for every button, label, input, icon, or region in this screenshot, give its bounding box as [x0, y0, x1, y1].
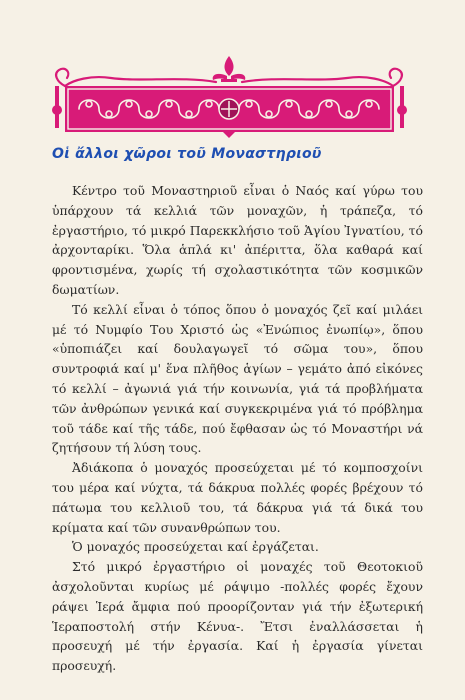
paragraph: Κέντρο τοῦ Μοναστηριοῦ εἶναι ὁ Ναός καί γύρω του ὑπάρχουν τά κελλιά τῶν μοναχῶν, ἡ τράπεζα, τό ἐργαστήριο, τό μικρό Παρεκκλήσιο τοῦ Ἁγίου Ἰγνατίου, τό ἀρχονταρίκι. Ὅλα ἁπλά κι' ἀπέριττα, ὅλα καθαρά καί φροντισμένα, χωρίς τή σχολαστικότητα τῶν κοσμικῶν δωματίων.: [52, 183, 423, 297]
paragraph: Στό μικρό ἐργαστήριο οἱ μοναχές τοῦ Θεοτοκιοῦ ἀσχολοῦνται κυρίως μέ ράψιμο -πολλές φορές ἔχουν ράψει Ἱερά ἄμφια πού προορίζονταν γιά τήν ἐξωτερική Ἱεραποστολή στήν Κένυα-. Ἔτσι ἐναλλάσσεται ἡ προσευχή μέ τήν ἐργασία. Καί ἡ ἐργασία γίνεται προσευχή.: [52, 559, 423, 674]
body-text: [52, 181, 423, 676]
section-heading: Οἱ ἄλλοι χῶροι τοῦ Μοναστηριοῦ: [52, 146, 322, 162]
paragraph: Ἀδιάκοπα ὁ μοναχός προσεύχεται μέ τό κομποσχοίνι του μέρα καί νύχτα, τά δάκρυα πολλές φορές βρέχουν τό πάτωμα του κελλιοῦ του, τά δάκρυα γιά τά δικά του κρίματα καί τῶν συνανθρώπων του.: [52, 460, 423, 535]
decorative-headpiece: [51, 52, 408, 138]
paragraph: Τό κελλί εἶναι ὁ τόπος ὅπου ὁ μοναχός ζεῖ καί μιλάει μέ τό Νυμφίο Του Χριστό ὡς «Ἐνώπιος ἐνωπίῳ», ὅπου «ὑποπιάζει καί δουλαγωγεῖ τό σῶμα του», ὅπου συντροφιά καί μ' ἕνα πλῆθος ἁγίων – γεμάτο ἀπό εἰκόνες τό κελλί – ἀγωνιά γιά τήν κοινωνία, γιά τά προβλήματα τῶν ἀνθρώπων γενικά καί συγκεκριμένα γιά τό πρόβλημα τοῦ τάδε καί τῆς τάδε, πού ἔφθασαν ὡς τό Μοναστήρι νά ζητήσουν τή λύση τους.: [52, 301, 423, 456]
fleur-de-lis-icon: [213, 56, 246, 82]
medallion-icon: [219, 99, 239, 119]
paragraph: Ὁ μοναχός προσεύχεται καί ἐργάζεται.: [72, 539, 319, 555]
